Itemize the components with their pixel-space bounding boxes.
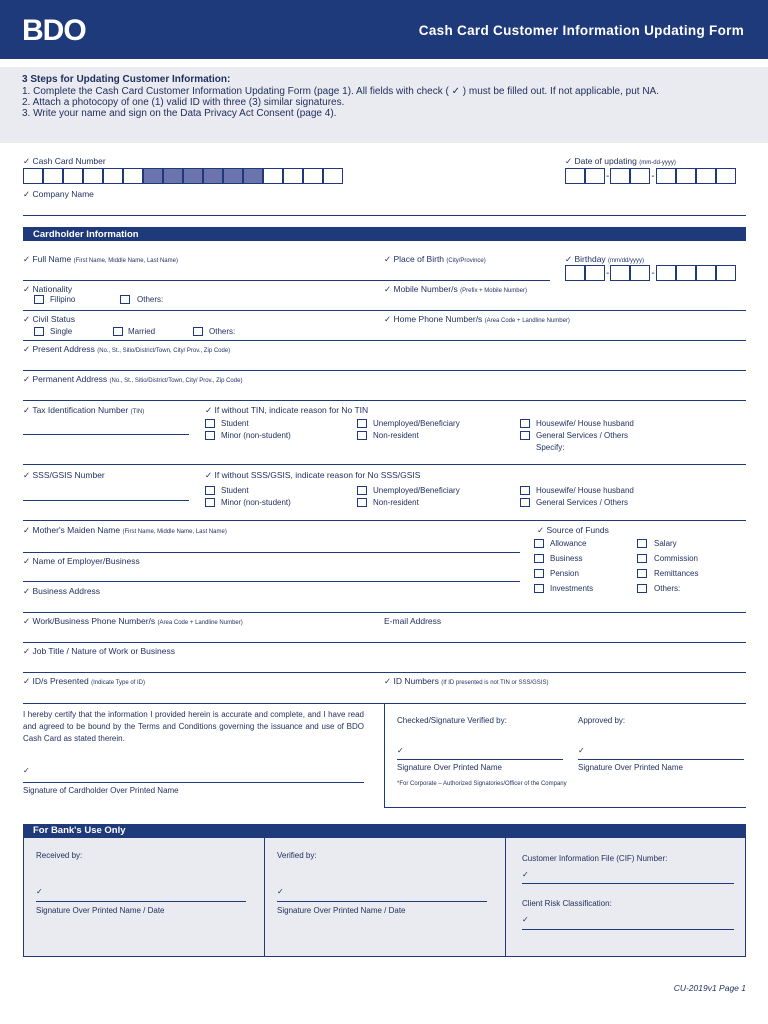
instruction-step: 3. Write your name and sign on the Data Privacy Act Consent (page 4). <box>22 108 337 119</box>
cif-number-label: Customer Information File (CIF) Number: <box>522 854 668 863</box>
single-checkbox[interactable] <box>34 327 44 336</box>
salary-option: Salary <box>654 539 677 548</box>
tin-field[interactable] <box>23 434 189 435</box>
nationality-others-option: Others: <box>137 295 164 304</box>
digit-box-shaded <box>203 168 223 184</box>
cardholder-section-header: Cardholder Information <box>23 227 746 241</box>
sss-unemployed-option: Unemployed/Beneficiary <box>373 486 460 495</box>
sss-nonresident-checkbox[interactable] <box>357 498 367 507</box>
tin-nonresident-option: Non-resident <box>373 431 419 440</box>
tin-student-checkbox[interactable] <box>205 419 215 428</box>
sss-minor-checkbox[interactable] <box>205 498 215 507</box>
ids-presented-label: ✓ ID/s Presented (Indicate Type of ID) <box>23 676 146 686</box>
column-divider <box>384 703 385 807</box>
date-box[interactable] <box>716 265 736 281</box>
company-name-field[interactable] <box>23 215 746 216</box>
funds-others-checkbox[interactable] <box>637 584 647 593</box>
nationality-others-checkbox[interactable] <box>120 295 130 304</box>
form-title: Cash Card Customer Information Updating Form <box>418 23 744 38</box>
instruction-step: 2. Attach a photocopy of one (1) valid ID with three (3) similar signatures. <box>22 97 345 108</box>
certification-text: I hereby certify that the information I provided herein is accurate and complete, and I have read and agreed to be bound by the Terms and Conditions governing the issuance and use of BDO Cash Card as stated therein. <box>23 710 364 743</box>
permanent-address-label: ✓ Permanent Address (No., St., Sitio/District/Town, City/ Prov., Zip Code) <box>23 374 243 384</box>
row-divider <box>23 612 746 613</box>
row-divider <box>23 310 746 311</box>
digit-box[interactable] <box>103 168 123 184</box>
sss-housewife-checkbox[interactable] <box>520 486 530 495</box>
tin-student-option: Student <box>221 419 249 428</box>
tin-nonresident-checkbox[interactable] <box>357 431 367 440</box>
date-box[interactable] <box>630 168 650 184</box>
allowance-option: Allowance <box>550 539 587 548</box>
sss-label: ✓ SSS/GSIS Number <box>23 470 105 480</box>
bank-use-section-header: For Bank's Use Only <box>23 824 746 837</box>
date-box[interactable] <box>585 168 605 184</box>
employer-label: ✓ Name of Employer/Business <box>23 556 140 566</box>
sss-unemployed-checkbox[interactable] <box>357 486 367 495</box>
tin-general-checkbox[interactable] <box>520 431 530 440</box>
digit-box-shaded <box>223 168 243 184</box>
instruction-step: 1. Complete the Cash Card Customer Information Updating Form (page 1). All fields with check ( ✓ ) must be filled out. If not applicable, put NA. <box>22 86 660 97</box>
verified-by-label: Verified by: <box>277 851 317 860</box>
check-mark: ✓ <box>522 915 529 924</box>
digit-box[interactable] <box>83 168 103 184</box>
section-bottom-line <box>384 807 746 808</box>
digit-box[interactable] <box>323 168 343 184</box>
digit-box-shaded <box>143 168 163 184</box>
digit-box-shaded <box>163 168 183 184</box>
bdo-logo: BDO <box>22 14 86 47</box>
married-checkbox[interactable] <box>113 327 123 336</box>
received-by-signature-field[interactable] <box>36 901 246 902</box>
filipino-checkbox[interactable] <box>34 295 44 304</box>
digit-box-shaded <box>183 168 203 184</box>
verified-by-signature-label: Signature Over Printed Name / Date <box>277 906 406 915</box>
sss-nonresident-option: Non-resident <box>373 498 419 507</box>
business-option: Business <box>550 554 583 563</box>
row-divider <box>23 642 746 643</box>
maiden-name-field[interactable] <box>23 552 520 553</box>
job-title-label: ✓ Job Title / Nature of Work or Business <box>23 646 175 656</box>
single-option: Single <box>50 327 73 336</box>
investments-option: Investments <box>550 584 594 593</box>
place-of-birth-label: ✓ Place of Birth (City/Province) <box>384 254 486 264</box>
full-name-label: ✓ Full Name (First Name, Middle Name, Last Name) <box>23 254 178 264</box>
mobile-label: ✓ Mobile Number/s (Prefix + Mobile Number) <box>384 284 527 294</box>
home-phone-label: ✓ Home Phone Number/s (Area Code + Landline Number) <box>384 314 570 324</box>
remittances-option: Remittances <box>654 569 699 578</box>
check-mark: ✓ <box>23 766 30 775</box>
tin-unemployed-checkbox[interactable] <box>357 419 367 428</box>
digit-box[interactable] <box>123 168 143 184</box>
tin-specify-label: Specify: <box>536 443 565 452</box>
maiden-name-label: ✓ Mother's Maiden Name (First Name, Middle Name, Last Name) <box>23 525 227 535</box>
pension-option: Pension <box>550 569 579 578</box>
full-name-field[interactable] <box>23 280 550 281</box>
work-phone-label: ✓ Work/Business Phone Number/s (Area Code + Landline Number) <box>23 616 243 626</box>
approved-by-label: Approved by: <box>578 716 626 725</box>
cash-card-number-label: ✓ Cash Card Number <box>23 156 106 166</box>
digit-box[interactable] <box>63 168 83 184</box>
row-divider <box>23 340 746 341</box>
commission-option: Commission <box>654 554 699 563</box>
cif-number-field[interactable] <box>522 883 734 884</box>
page-footer: CU-2019v1 Page 1 <box>673 983 746 993</box>
tin-housewife-checkbox[interactable] <box>520 419 530 428</box>
date-box[interactable] <box>565 265 585 281</box>
risk-classification-label: Client Risk Classification: <box>522 899 612 908</box>
employer-field[interactable] <box>23 581 520 582</box>
date-box[interactable] <box>610 168 630 184</box>
company-name-label: ✓ Company Name <box>23 189 94 199</box>
tin-minor-checkbox[interactable] <box>205 431 215 440</box>
business-address-label: ✓ Business Address <box>23 586 101 596</box>
tin-unemployed-option: Unemployed/Beneficiary <box>373 419 460 428</box>
check-mark: ✓ <box>277 887 284 896</box>
married-option: Married <box>128 327 156 336</box>
sss-student-checkbox[interactable] <box>205 486 215 495</box>
row-divider <box>23 520 746 521</box>
date-box[interactable] <box>610 265 630 281</box>
sss-minor-option: Minor (non-student) <box>221 498 291 507</box>
cash-card-number-boxes[interactable] <box>23 168 343 184</box>
check-mark: ✓ <box>578 746 585 755</box>
business-checkbox[interactable] <box>534 554 544 563</box>
date-box[interactable] <box>696 168 716 184</box>
pension-checkbox[interactable] <box>534 569 544 578</box>
column-divider <box>264 837 265 957</box>
sss-housewife-option: Housewife/ House husband <box>536 486 634 495</box>
instructions-heading: 3 Steps for Updating Customer Information: <box>22 74 231 85</box>
digit-box[interactable] <box>283 168 303 184</box>
tin-general-option: General Services / Others <box>536 431 629 440</box>
instructions-panel <box>0 67 768 143</box>
date-box[interactable] <box>656 168 676 184</box>
checked-by-signature-label: Signature Over Printed Name <box>397 763 502 772</box>
sss-general-option: General Services / Others <box>536 498 629 507</box>
row-divider <box>23 464 746 465</box>
source-of-funds-label: ✓ Source of Funds <box>537 525 609 535</box>
digit-box[interactable] <box>263 168 283 184</box>
birthday-boxes[interactable]: - - <box>565 265 736 281</box>
id-numbers-label: ✓ ID Numbers (If ID presented is not TIN or SSS/GSIS) <box>384 676 549 686</box>
verified-by-signature-field[interactable] <box>277 901 487 902</box>
approved-by-signature-field[interactable] <box>578 759 744 760</box>
investments-checkbox[interactable] <box>534 584 544 593</box>
funds-others-option: Others: <box>654 584 681 593</box>
birthday-label: ✓ Birthday (mm/dd/yyyy) <box>565 254 645 264</box>
received-by-label: Received by: <box>36 851 83 860</box>
remittances-checkbox[interactable] <box>637 569 647 578</box>
column-divider <box>505 837 506 957</box>
no-sss-label: ✓ If without SSS/GSIS, indicate reason for No SSS/GSIS <box>205 470 421 480</box>
civil-others-checkbox[interactable] <box>193 327 203 336</box>
sss-general-checkbox[interactable] <box>520 498 530 507</box>
present-address-label: ✓ Present Address (No., St., Sitio/District/Town, City/ Prov., Zip Code) <box>23 344 231 354</box>
date-box[interactable] <box>676 265 696 281</box>
date-of-updating-boxes[interactable]: - - <box>565 168 736 184</box>
nationality-label: ✓ Nationality <box>23 284 73 294</box>
tin-label: ✓ Tax Identification Number (TIN) <box>23 405 145 415</box>
cardholder-signature-label: Signature of Cardholder Over Printed Name <box>23 786 179 795</box>
corporate-note: *For Corporate – Authorized Signatories/Officer of the Company <box>397 781 567 787</box>
date-box[interactable] <box>676 168 696 184</box>
tin-housewife-option: Housewife/ House husband <box>536 419 634 428</box>
email-label: E-mail Address <box>384 616 442 626</box>
digit-box[interactable] <box>303 168 323 184</box>
checked-by-signature-field[interactable] <box>397 759 563 760</box>
date-box[interactable] <box>630 265 650 281</box>
approved-by-signature-label: Signature Over Printed Name <box>578 763 683 772</box>
civil-others-option: Others: <box>209 327 236 336</box>
date-box[interactable] <box>585 265 605 281</box>
commission-checkbox[interactable] <box>637 554 647 563</box>
risk-classification-field[interactable] <box>522 929 734 930</box>
check-mark: ✓ <box>36 887 43 896</box>
date-box[interactable] <box>565 168 585 184</box>
present-address-field[interactable] <box>23 370 746 371</box>
sss-student-option: Student <box>221 486 249 495</box>
digit-box[interactable] <box>23 168 43 184</box>
date-of-updating-label: ✓ Date of updating (mm-dd-yyyy) <box>565 156 676 166</box>
filipino-option: Filipino <box>50 295 76 304</box>
permanent-address-field[interactable] <box>23 400 746 401</box>
date-box[interactable] <box>696 265 716 281</box>
allowance-checkbox[interactable] <box>534 539 544 548</box>
received-by-signature-label: Signature Over Printed Name / Date <box>36 906 165 915</box>
check-mark: ✓ <box>522 870 529 879</box>
sss-field[interactable] <box>23 500 189 501</box>
job-title-field[interactable] <box>23 672 746 673</box>
date-box[interactable] <box>656 265 676 281</box>
date-box[interactable] <box>716 168 736 184</box>
no-tin-label: ✓ If without TIN, indicate reason for No TIN <box>205 405 369 415</box>
check-mark: ✓ <box>397 746 404 755</box>
salary-checkbox[interactable] <box>637 539 647 548</box>
digit-box-shaded <box>243 168 263 184</box>
civil-status-label: ✓ Civil Status <box>23 314 75 324</box>
checked-by-label: Checked/Signature Verified by: <box>397 716 507 725</box>
tin-minor-option: Minor (non-student) <box>221 431 291 440</box>
digit-box[interactable] <box>43 168 63 184</box>
cardholder-signature-field[interactable] <box>23 782 364 783</box>
